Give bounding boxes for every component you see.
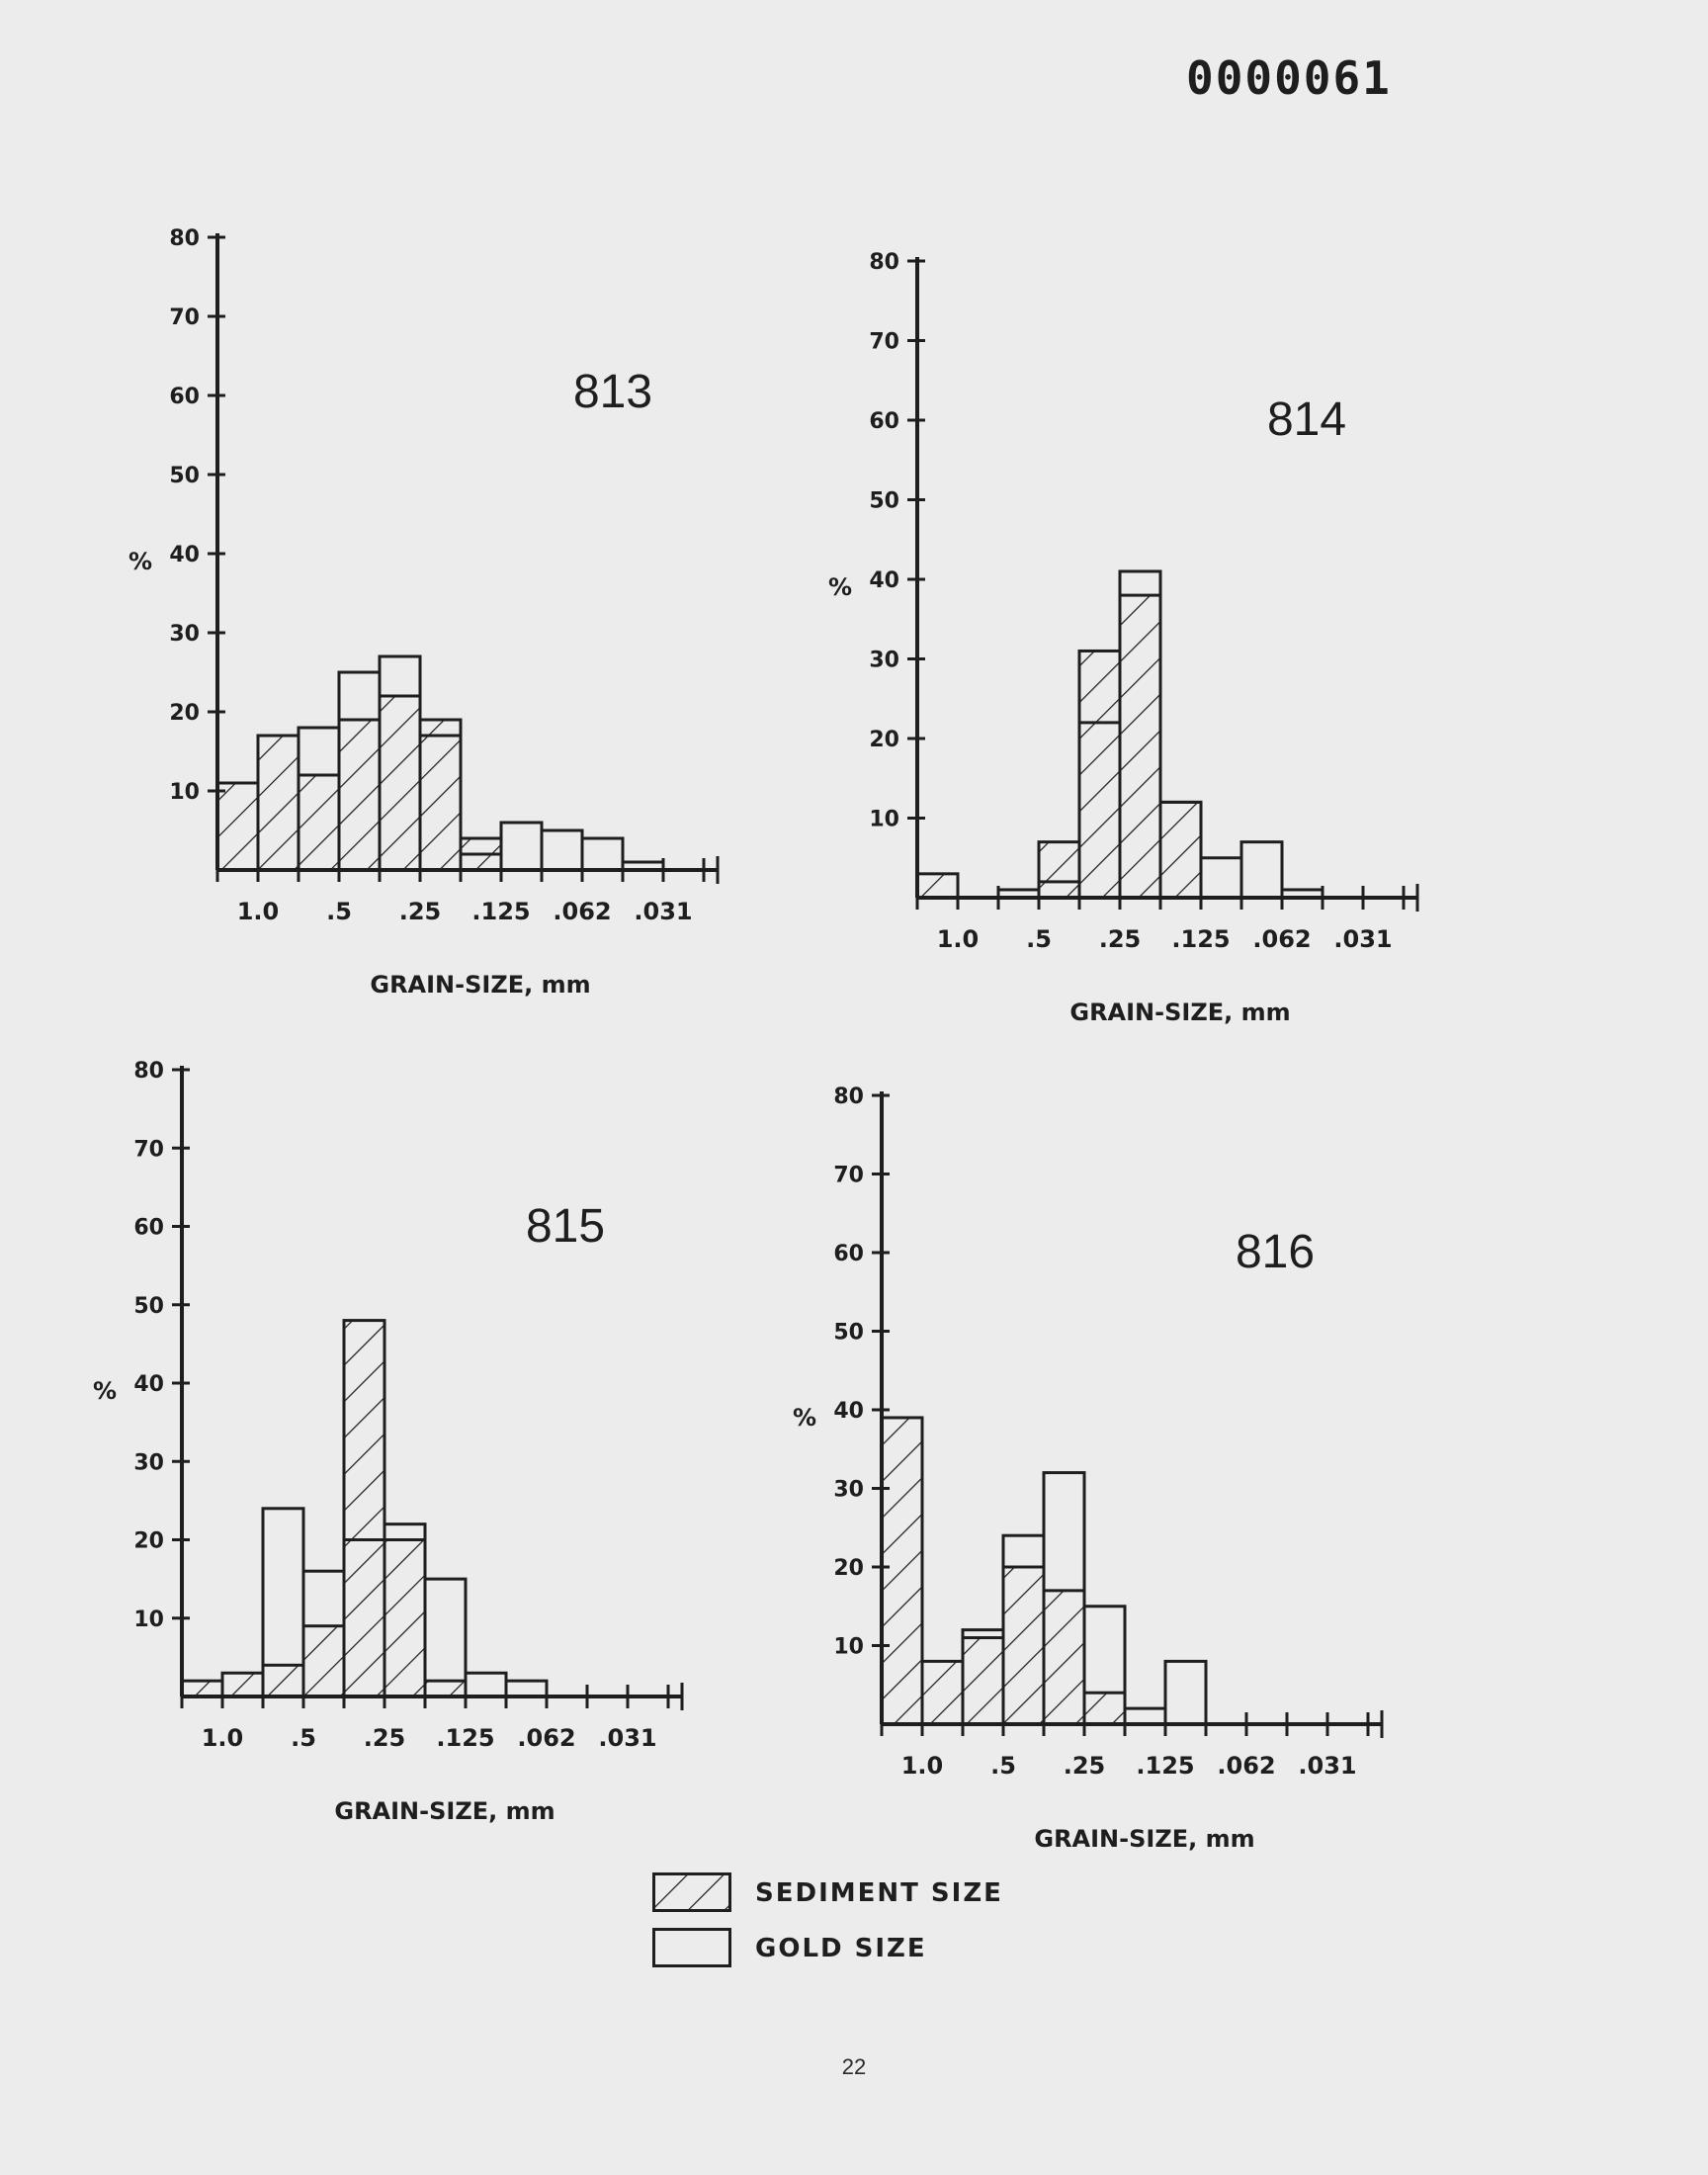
- y-axis-title: %: [792, 1403, 817, 1432]
- y-tick-label: 40: [833, 1399, 864, 1424]
- x-tick-label: .062: [553, 898, 612, 925]
- legend-label-sediment: SEDIMENT SIZE: [755, 1878, 1003, 1908]
- sediment-bar-5: [1120, 595, 1160, 898]
- x-tick-label: .5: [326, 898, 352, 925]
- sediment-bar-4: [344, 1321, 384, 1696]
- x-tick-label: .25: [1063, 1752, 1106, 1780]
- gold-bar-7: [1165, 1661, 1206, 1724]
- document-number: 0000061: [1186, 51, 1392, 105]
- legend-swatch-outline: [652, 1928, 731, 1967]
- y-tick-label: 50: [133, 1293, 164, 1319]
- y-tick-label: 50: [869, 488, 899, 514]
- page-number: 22: [841, 2054, 867, 2079]
- x-axis-title: GRAIN-SIZE, mm: [334, 1797, 555, 1825]
- sediment-bar-0: [217, 783, 258, 870]
- x-tick-label: 1.0: [900, 1752, 944, 1780]
- y-tick-label: 20: [869, 728, 899, 752]
- legend-label-gold: GOLD SIZE: [755, 1934, 927, 1963]
- histogram-panel-815: [93, 1059, 682, 1825]
- x-tick-label: .5: [291, 1724, 316, 1752]
- x-tick-label: .25: [398, 898, 442, 925]
- x-tick-label: .125: [1136, 1752, 1195, 1780]
- y-tick-label: 40: [869, 568, 899, 593]
- histogram-panel-814: [828, 250, 1417, 1026]
- x-tick-label: .25: [363, 1724, 406, 1752]
- histogram-panel-813: [128, 226, 718, 999]
- x-tick-label: 1.0: [936, 925, 980, 953]
- y-tick-label: 50: [833, 1320, 864, 1346]
- y-tick-label: 30: [133, 1450, 164, 1476]
- sediment-bar-4: [1044, 1591, 1084, 1724]
- x-tick-label: .031: [1298, 1752, 1357, 1780]
- x-tick-label: 1.0: [201, 1724, 244, 1752]
- x-tick-label: 1.0: [236, 898, 280, 925]
- gold-bar-6: [1125, 1708, 1165, 1724]
- y-tick-label: 80: [169, 226, 200, 251]
- y-tick-label: 10: [169, 780, 200, 805]
- chart-title: 814: [1266, 393, 1347, 446]
- y-tick-label: 70: [133, 1137, 164, 1163]
- y-tick-label: 80: [133, 1059, 164, 1084]
- histogram-panel-816: [793, 1085, 1382, 1853]
- y-tick-label: 80: [833, 1085, 864, 1109]
- x-tick-label: .062: [1252, 925, 1312, 953]
- sediment-bar-0: [882, 1418, 922, 1724]
- x-tick-label: .5: [990, 1752, 1016, 1780]
- legend-item-gold: [652, 1928, 1048, 1967]
- sediment-bar-0: [182, 1681, 222, 1696]
- y-tick-label: 70: [833, 1163, 864, 1188]
- chart-title: 815: [525, 1200, 606, 1253]
- legend-item-sediment: [652, 1872, 1048, 1912]
- sediment-bar-2: [299, 775, 339, 870]
- y-tick-label: 20: [169, 701, 200, 726]
- gold-bar-7: [501, 823, 542, 870]
- x-axis-title: GRAIN-SIZE, mm: [1034, 1825, 1255, 1853]
- y-tick-label: 40: [169, 543, 200, 567]
- sediment-bar-3: [303, 1626, 344, 1696]
- y-tick-label: 70: [169, 305, 200, 330]
- x-tick-label: .5: [1026, 925, 1052, 953]
- y-tick-label: 10: [869, 807, 899, 832]
- gold-bar-7: [466, 1673, 506, 1696]
- y-axis-title: %: [92, 1376, 118, 1405]
- y-tick-label: 60: [833, 1242, 864, 1266]
- y-tick-label: 10: [133, 1607, 164, 1632]
- sediment-bar-3: [1003, 1567, 1044, 1724]
- y-tick-label: 70: [869, 329, 899, 355]
- sediment-bar-5: [384, 1540, 425, 1697]
- gold-bar-8: [506, 1681, 547, 1696]
- y-tick-label: 30: [169, 622, 200, 647]
- gold-bar-9: [582, 838, 623, 870]
- sediment-bar-3: [339, 720, 380, 870]
- y-tick-label: 60: [869, 409, 899, 434]
- y-tick-label: 60: [133, 1215, 164, 1241]
- x-tick-label: .125: [471, 898, 531, 925]
- gold-bar-8: [1241, 842, 1282, 898]
- y-tick-label: 20: [833, 1556, 864, 1581]
- sediment-bar-6: [425, 1681, 466, 1696]
- sediment-bar-1: [922, 1661, 963, 1724]
- chart-title: 816: [1235, 1226, 1316, 1278]
- x-tick-label: .125: [1171, 925, 1231, 953]
- sediment-bar-2: [263, 1665, 303, 1696]
- y-tick-label: 80: [869, 250, 899, 275]
- x-axis-title: GRAIN-SIZE, mm: [1069, 999, 1291, 1026]
- x-tick-label: .062: [1217, 1752, 1276, 1780]
- x-axis-title: GRAIN-SIZE, mm: [370, 971, 591, 999]
- x-tick-label: .031: [598, 1724, 657, 1752]
- y-tick-label: 10: [833, 1634, 864, 1660]
- gold-bar-6: [425, 1579, 466, 1696]
- sediment-bar-0: [917, 874, 958, 898]
- sediment-bar-4: [380, 696, 420, 870]
- y-tick-label: 40: [133, 1372, 164, 1397]
- sediment-bar-3: [1039, 842, 1079, 898]
- y-tick-label: 60: [169, 385, 200, 409]
- x-tick-label: .031: [1333, 925, 1393, 953]
- sediment-bar-4: [1079, 651, 1120, 898]
- y-axis-title: %: [827, 573, 853, 602]
- y-tick-label: 30: [869, 648, 899, 673]
- sediment-bar-2: [963, 1638, 1003, 1724]
- legend-swatch-hatched: [652, 1872, 731, 1912]
- sediment-bar-5: [1084, 1693, 1125, 1724]
- y-axis-title: %: [128, 548, 153, 575]
- legend: [652, 1872, 1048, 1981]
- x-tick-label: .031: [634, 898, 693, 925]
- sediment-bar-1: [258, 736, 299, 870]
- sediment-bar-1: [222, 1673, 263, 1696]
- sediment-bar-5: [420, 720, 461, 870]
- y-tick-label: 20: [133, 1528, 164, 1554]
- x-tick-label: .25: [1098, 925, 1142, 953]
- gold-bar-8: [542, 830, 582, 870]
- y-tick-label: 30: [833, 1477, 864, 1503]
- x-tick-label: .062: [517, 1724, 576, 1752]
- x-tick-label: .125: [436, 1724, 495, 1752]
- sediment-bar-6: [1160, 802, 1201, 898]
- chart-title: 813: [572, 366, 653, 418]
- gold-bar-7: [1201, 858, 1241, 898]
- y-tick-label: 50: [169, 464, 200, 488]
